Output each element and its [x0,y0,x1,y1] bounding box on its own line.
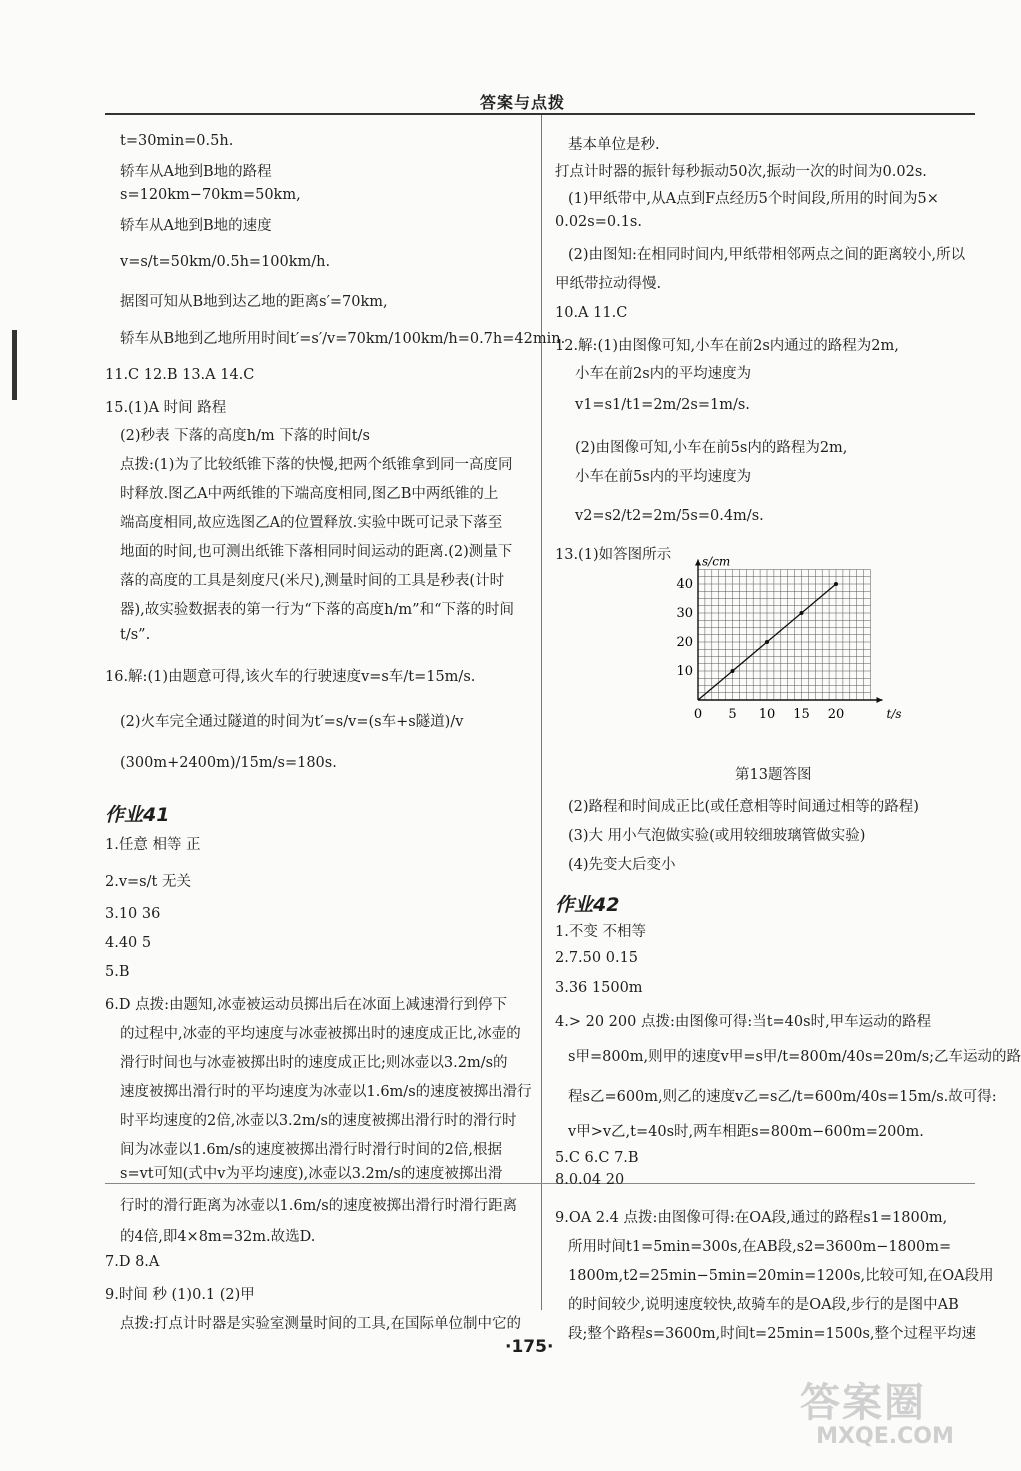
answer-line: 1.任意 相等 正 [105,837,201,853]
hint-line: 间为冰壶以1.6m/s的速度被掷出滑行时滑行时间的2倍,根据 [120,1142,502,1158]
site-watermark [800,1381,970,1461]
watermark-logo-text: 答案圈 [800,1380,926,1426]
x-tick-label: 20 [827,707,845,722]
hint-line: 所用时间t1=5min=300s,在AB段,s2=3600m−1800m= [568,1239,952,1255]
hint-line: 6.D 点拨:由题知,冰壶被运动员掷出后在冰面上减速滑行到停下 [105,997,508,1013]
hint-line: 落的高度的工具是刻度尺(米尺),测量时间的工具是秒表(计时 [120,573,505,589]
y-axis-arrow [695,560,701,566]
formula-line: v甲>v乙,t=40s时,两车相距s=800m−600m=200m. [568,1124,924,1140]
formula-line: 程s乙=600m,则乙的速度v乙=s乙/t=600m/40s=15m/s.故可得: [568,1089,997,1105]
text-line: (2)由图像可知,小车在前5s内的路程为2m, [575,440,848,456]
header-rule [105,113,975,115]
answer-line: 2.v=s/t 无关 [105,874,191,890]
hint-line: 速度被掷出滑行时的平均速度为冰壶以1.6m/s的速度被掷出滑行 [120,1084,532,1100]
answer-line: 12.解:(1)由图像可知,小车在前2s内通过的路程为2m, [555,338,899,354]
text-line: 小车在前2s内的平均速度为 [575,366,752,382]
text-line: 轿车从A地到B地的速度 [120,218,272,234]
watermark-url: MXQE.COM [816,1424,954,1449]
y-tick-label: 10 [676,664,693,679]
page-number: ·175· [505,1337,554,1357]
answer-line: 10.A 11.C [555,305,628,321]
formula-line: 轿车从B地到乙地所用时间t′=s′/v=70km/100km/h=0.7h=42min. [120,331,566,347]
hint-line: 时平均速度的2倍,冰壶以3.2m/s的速度被掷出滑行时的滑行时 [120,1113,517,1129]
x-tick-label: 0 [693,707,703,722]
answer-line: (2)秒表 下落的高度h/m 下落的时间t/s [120,428,370,444]
hint-line: s=vt可知(式中v为平均速度),冰壶以3.2m/s的速度被掷出滑 [120,1166,503,1182]
y-tick-label: 30 [676,606,693,621]
formula-line: v=s/t=50km/0.5h=100km/h. [120,254,331,270]
text-line: 基本单位是秒. [568,137,660,153]
answer-line: 3.10 36 [105,906,161,922]
hint-line: 器),故实验数据表的第一行为“下落的高度h/m”和“下落的时间 [120,602,514,618]
text-line: t=30min=0.5h. [120,133,234,149]
text-line: (2)由图知:在相同时间内,甲纸带相邻两点之间的距离较小,所以 [568,247,966,263]
hint-line: 点拨:打点计时器是实验室测量时间的工具,在国际单位制中它的 [120,1316,521,1332]
x-tick-label: 15 [793,707,810,722]
x-axis-arrow [877,697,883,703]
hint-line: 行时的滑行距离为冰壶以1.6m/s的速度被掷出滑行时滑行距离 [120,1198,518,1214]
data-point [834,582,838,586]
hint-line: 端高度相同,故应选图乙A的位置释放.实验中既可记录下落至 [120,515,503,531]
hint-line: 的时间较少,说明速度较快,故骑车的是OA段,步行的是图中AB [568,1297,959,1313]
page-header-title: 答案与点拨 [480,93,566,112]
x-tick-label: 10 [758,707,776,722]
answer-line: 1.不变 不相等 [555,924,646,940]
formula-line: (2)火车完全通过隧道的时间为t′=s/v=(s车+s隧道)/v [120,714,464,730]
section-title-42: 作业42 [555,894,620,916]
hint-line: 的4倍,即4×8m=32m.故选D. [120,1229,316,1245]
text-line: 甲纸带拉动得慢. [555,276,662,292]
answer-line: 2.7.50 0.15 [555,950,639,966]
hint-line: 点拨:(1)为了比较纸锥下落的快慢,把两个纸锥拿到同一高度同 [120,457,513,473]
text-line: 轿车从A地到B地的路程 [120,164,272,180]
chart-caption: 第13题答图 [735,767,812,783]
answer-line: (3)大 用小气泡做实验(或用较细玻璃管做实验) [568,828,866,844]
answer-line: 15.(1)A 时间 路程 [105,400,227,416]
formula-line: v2=s2/t2=2m/5s=0.4m/s. [575,508,764,524]
hint-line: 滑行时间也与冰壶被掷出时的速度成正比;则冰壶以3.2m/s的 [120,1055,508,1071]
hint-line: 的过程中,冰壶的平均速度与冰壶被掷出时的速度成正比,冰壶的 [120,1026,521,1042]
answer-line: (4)先变大后变小 [568,857,676,873]
formula-line: s甲=800m,则甲的速度v甲=s甲/t=800m/40s=20m/s;乙车运动的路 [568,1049,1021,1065]
scan-edge-mark [12,330,17,400]
text-line: (1)甲纸带中,从A点到F点经历5个时间段,所用的时间为5× [568,191,939,207]
answer-line: 16.解:(1)由题意可得,该火车的行驶速度v=s车/t=15m/s. [105,669,476,685]
answer-line: 3.36 1500m [555,980,643,996]
answer-line: 5.C 6.C 7.B [555,1150,639,1166]
y-axis-label: s/cm [702,554,731,569]
text-line: 小车在前5s内的平均速度为 [575,469,752,485]
column-divider [541,115,542,1310]
answer-line: 5.B [105,964,130,980]
answer-line: (2)路程和时间成正比(或任意相等时间通过相等的路程) [568,799,919,815]
data-point [731,669,735,673]
text-line: 打点计时器的振针每秒振动50次,振动一次的时间为0.02s. [555,164,927,180]
text-line: 0.02s=0.1s. [555,214,642,230]
formula-line: v1=s1/t1=2m/2s=1m/s. [575,397,750,413]
y-tick-label: 40 [676,577,693,592]
hint-line: t/s”. [120,627,151,643]
hint-line: 9.OA 2.4 点拨:由图像可得:在OA段,通过的路程s1=1800m, [555,1210,948,1226]
data-point [765,640,769,644]
answer-line: 4.40 5 [105,935,152,951]
y-tick-label: 20 [676,635,693,650]
hint-line: 1800m,t2=25min−5min=20min=1200s,比较可知,在OA段用 [568,1268,994,1284]
formula-line: (300m+2400m)/15m/s=180s. [120,755,337,771]
hint-line: 地面的时间,也可测出纸锥下落相同时间运动的距离.(2)测量下 [120,544,513,560]
text-line: 据图可知从B地到达乙地的距离s′=70km, [120,294,388,310]
answer-line: 8.0.04 20 [555,1172,625,1188]
answer-line: 13.(1)如答图所示 [555,547,672,563]
answer-line: 11.C 12.B 13.A 14.C [105,367,255,383]
answer-line: 9.时间 秒 (1)0.1 (2)甲 [105,1287,255,1303]
x-axis-label: t/s [886,707,902,721]
hint-line: 4.> 20 200 点拨:由图像可得:当t=40s时,甲车运动的路程 [555,1014,932,1030]
hint-line: 时释放.图乙A中两纸锥的下端高度相同,图乙B中两纸锥的上 [120,486,499,502]
text-line: s=120km−70km=50km, [120,187,301,203]
data-point [800,611,804,615]
x-tick-label: 5 [728,707,737,722]
hint-line: 段;整个路程s=3600m,时间t=25min=1500s,整个过程平均速 [568,1326,976,1342]
section-title-41: 作业41 [105,804,170,826]
section-divider [105,1183,975,1184]
answer-line: 7.D 8.A [105,1254,160,1270]
st-graph [670,554,902,725]
